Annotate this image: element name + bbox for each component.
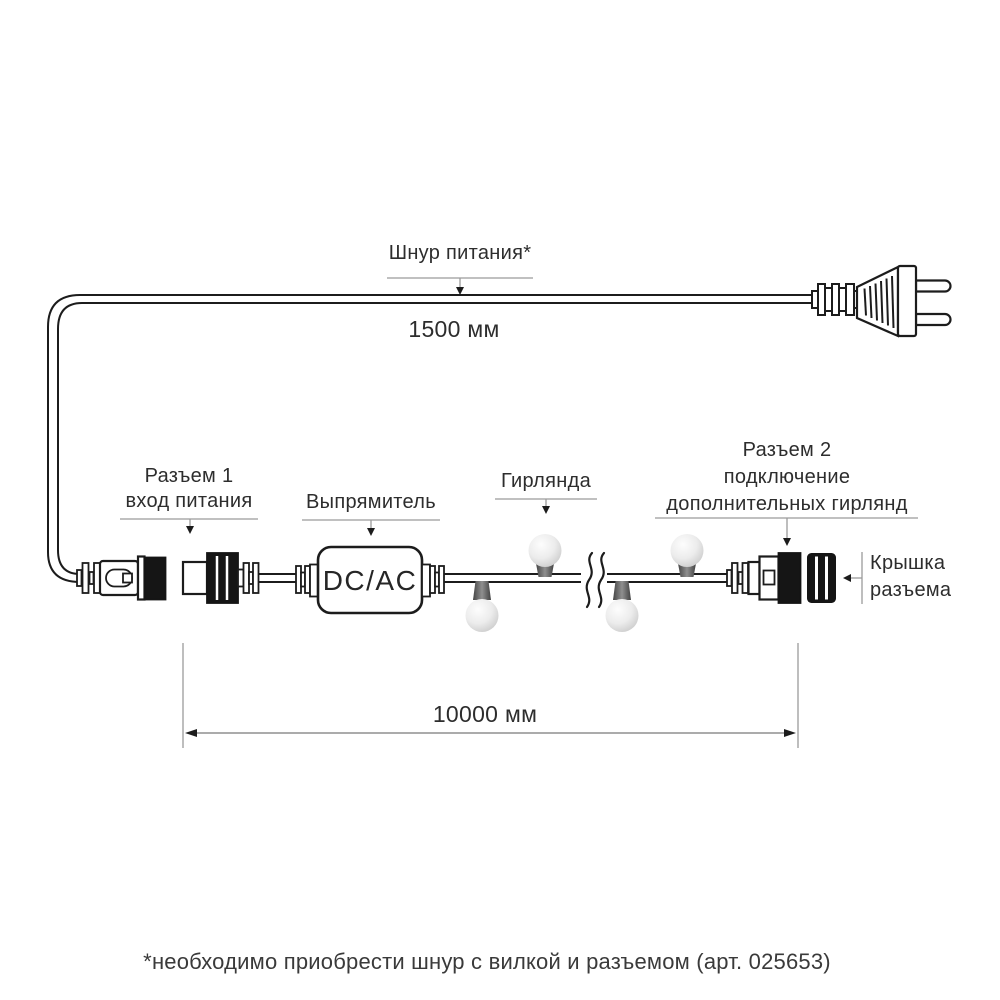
plug-prong-bottom xyxy=(916,314,951,325)
connector1-male xyxy=(77,557,166,600)
connector2 xyxy=(727,553,801,603)
plug-face xyxy=(898,266,916,336)
connector2-label-line3: дополнительных гирлянд xyxy=(666,493,908,515)
bulb-up-2 xyxy=(671,534,704,577)
rectifier-box-text: DC/AC xyxy=(322,565,418,596)
bulb-down-1 xyxy=(466,581,499,632)
footnote: *необходимо приобрести шнур с вилкой и разъемом (арт. 025653) xyxy=(143,949,831,974)
connector1-female-nut xyxy=(207,553,238,603)
connector2-black-ring xyxy=(779,553,801,603)
plug-strain-relief xyxy=(812,284,858,315)
plug-prong-top xyxy=(916,281,951,292)
connector2-label xyxy=(666,437,907,518)
connector1-label xyxy=(125,464,252,514)
power-cord-label: Шнур питания* xyxy=(388,242,532,264)
garland-label: Гирлянда xyxy=(500,470,592,492)
connector1-female xyxy=(183,553,259,603)
garland-dimension xyxy=(183,643,798,748)
bulb-socket xyxy=(473,581,491,600)
rectifier-label: Выпрямитель xyxy=(306,491,436,513)
cap-label xyxy=(870,550,951,604)
bulb-globe xyxy=(606,599,639,632)
power-plug xyxy=(812,266,951,336)
bulb-socket xyxy=(613,581,631,600)
label-guide-arrowheads xyxy=(186,287,851,582)
garland-length-label: 10000 мм xyxy=(432,701,538,727)
connector1-label-line1: Разъем 1 xyxy=(144,465,234,487)
connector2-label-line2: подключение xyxy=(723,466,851,488)
power-cord-length-label: 1500 мм xyxy=(408,316,500,342)
bulb-globe xyxy=(466,599,499,632)
connector2-cap xyxy=(807,553,836,603)
cable-break-mark xyxy=(581,553,607,607)
connector1-male-black-ring xyxy=(145,558,166,600)
bulb-globe xyxy=(671,534,704,567)
bulb-up-1 xyxy=(529,534,562,577)
bulb-down-2 xyxy=(606,581,639,632)
connector2-label-line1: Разъем 2 xyxy=(742,439,832,461)
cap-label-line1: Крышка xyxy=(870,552,946,574)
bulb-globe xyxy=(529,534,562,567)
cap-label-line2: разъема xyxy=(870,579,952,601)
connector1-label-line2: вход питания xyxy=(125,490,253,512)
